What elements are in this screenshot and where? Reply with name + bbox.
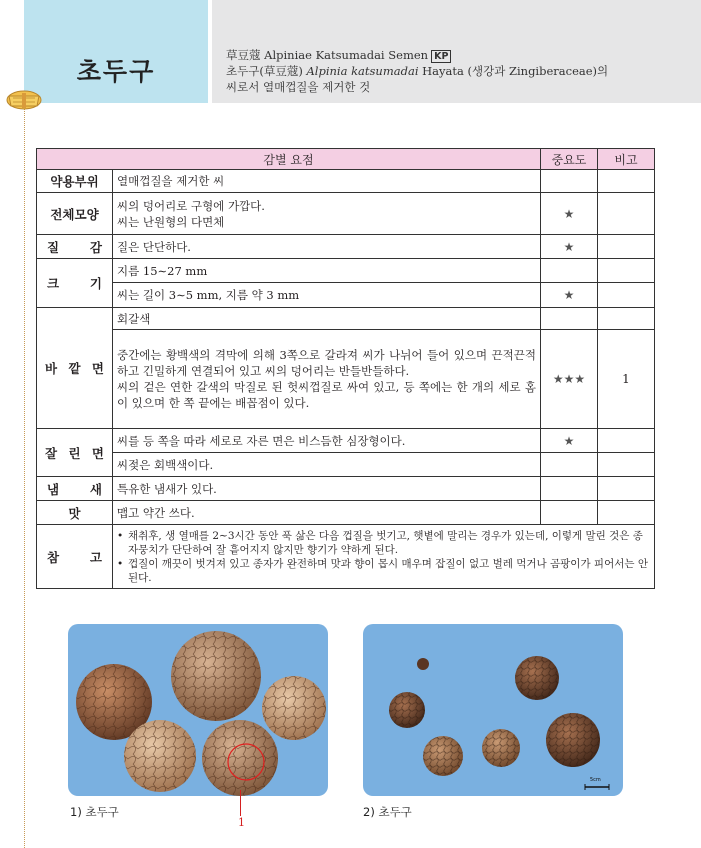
bundle-icon (4, 84, 44, 112)
note-cell (598, 283, 655, 308)
note-cell (598, 259, 655, 283)
row-label-exterior: 바 깥 면 (37, 308, 113, 429)
importance-cell (541, 477, 598, 501)
row-label-taste: 맛 (37, 501, 113, 525)
note-cell (598, 477, 655, 501)
description-line2: 씨로서 열매껍질을 제거한 것 (226, 80, 371, 94)
importance-cell: ★ (541, 193, 598, 235)
note-cell (598, 501, 655, 525)
row-label-texture: 질 감 (37, 235, 113, 259)
caption-1: 1) 초두구 (70, 805, 119, 819)
reference-item: • 껍질이 깨끗이 벗겨져 있고 종자가 완전하며 맛과 향이 몹시 매우며 잡질이 없고 벌레 먹거나 곰팡이가 피어서는 안 된다. (117, 557, 648, 584)
importance-cell: ★★★ (541, 330, 598, 429)
row-label-cut-surface: 잘 린 면 (37, 429, 113, 477)
importance-cell (541, 501, 598, 525)
cell-texture: 질은 단단하다. (113, 235, 541, 259)
cell-overall-shape: 씨의 덩어리로 구형에 가깝다. 씨는 난원형의 다면체 (113, 193, 541, 235)
importance-cell (541, 259, 598, 283)
marker-line (240, 790, 241, 816)
row-label-odor: 냄 새 (37, 477, 113, 501)
header-remarks: 비고 (598, 149, 655, 170)
cell-cut-surface: 씨를 등 쪽을 따라 세로로 자른 면은 비스듬한 심장형이다. (113, 429, 541, 453)
header-band (212, 0, 701, 103)
row-label-reference: 참 고 (37, 525, 113, 589)
row-label-medicinal-part: 약용부위 (37, 170, 113, 193)
title-box (24, 0, 208, 103)
importance-cell: ★ (541, 283, 598, 308)
header-key-points: 감별 요점 (37, 149, 541, 170)
description-line1: 초두구(草豆蔻) Alpinia katsumadai Hayata (생강과 Zingiberaceae)의 (226, 64, 609, 78)
importance-cell (541, 308, 598, 330)
note-cell (598, 193, 655, 235)
importance-cell: ★ (541, 235, 598, 259)
row-label-overall-shape: 전체모양 (37, 193, 113, 235)
cell-exterior-color: 회갈색 (113, 308, 541, 330)
note-cell: 1 (598, 330, 655, 429)
cell-endosperm: 씨젖은 회백색이다. (113, 453, 541, 477)
reference-item: • 채취후, 생 열매를 2∼3시간 동안 푹 삶은 다음 껍질을 벗기고, 햇볕에 말리는 경우가 있는데, 이렇게 말린 것은 종자뭉치가 단단하여 잘 흩어지지 않지만 향기가 약하게 된다. (117, 529, 643, 556)
identification-table (36, 148, 655, 589)
species-name: Alpinia katsumadai (306, 64, 419, 78)
caption-2: 2) 초두구 (363, 805, 412, 819)
importance-cell: ★ (541, 429, 598, 453)
importance-cell (541, 170, 598, 193)
note-cell (598, 170, 655, 193)
scale-bar-label: 5cm (590, 777, 601, 783)
note-cell (598, 235, 655, 259)
note-cell (598, 429, 655, 453)
page-title: 초두구 (76, 57, 156, 86)
note-cell (598, 453, 655, 477)
importance-cell (541, 453, 598, 477)
photo-individual-seeds (363, 624, 623, 796)
cell-odor: 특유한 냄새가 있다. (113, 477, 541, 501)
cell-size-diameter: 지름 15∼27 mm (113, 259, 541, 283)
cell-size-seed: 씨는 길이 3∼5 mm, 지름 약 3 mm (113, 283, 541, 308)
row-label-size: 크 기 (37, 259, 113, 308)
photo-seed-masses (68, 624, 328, 796)
cell-taste: 맵고 약간 쓰다. (113, 501, 541, 525)
header-importance: 중요도 (541, 149, 598, 170)
note-cell (598, 308, 655, 330)
cell-exterior-detail: 중간에는 황백색의 격막에 의해 3쪽으로 갈라져 씨가 나뉘어 들어 있으며 끈적끈적하고 긴밀하게 연결되어 있고 씨의 덩어리는 반들반들하다. 씨의 겉은 연한 갈색의 막질로 된 헛씨껍질로 싸여 있고, 등 쪽에는 한 개의 세로 홈이 있으며 한 쪽 끝에는 배꼽점이 있다. (113, 330, 541, 429)
header-description (226, 47, 608, 95)
kp-badge: KP (431, 50, 451, 63)
dotted-margin-line (24, 95, 25, 848)
cell-medicinal-part: 열매껍질을 제거한 씨 (113, 170, 541, 193)
cell-reference (113, 525, 655, 589)
latin-line: 草豆蔻 Alpiniae Katsumadai Semen KP (226, 47, 608, 63)
marker-label: 1 (238, 816, 245, 829)
